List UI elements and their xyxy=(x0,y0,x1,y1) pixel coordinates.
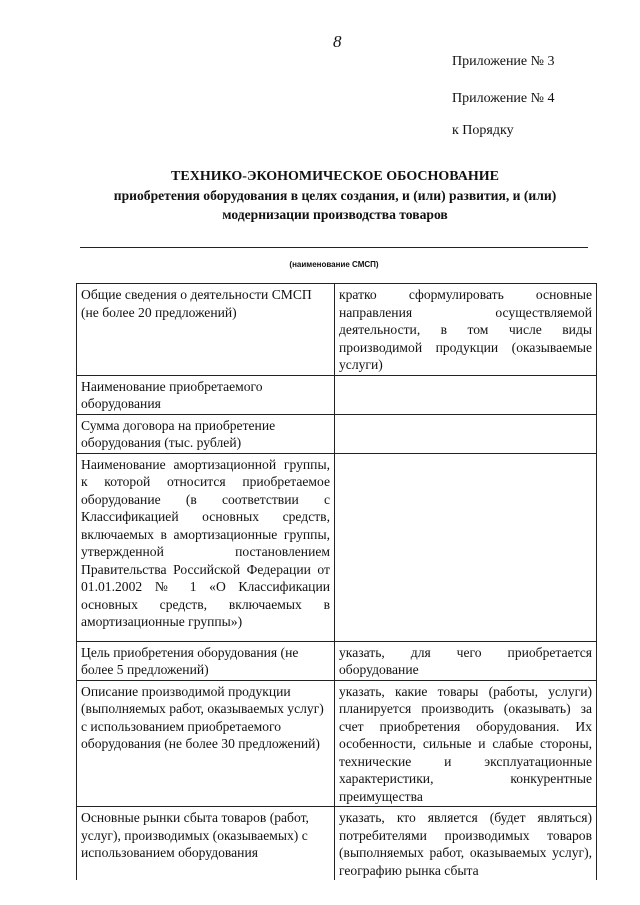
appendix-3-label: Приложение № 3 xyxy=(452,54,555,69)
appendix-4-label: Приложение № 4 xyxy=(452,91,555,106)
page-number: 8 xyxy=(333,32,342,51)
row-value xyxy=(335,453,597,641)
table-row xyxy=(77,807,597,881)
row-label: Описание производимой продукции (выполняемых работ, оказываемых услуг) с использованием приобретаемого оборудования (не более 30 предложений) xyxy=(77,680,335,807)
row-label: Общие сведения о деятельности СМСП (не более 20 предложений) xyxy=(77,284,335,376)
table-row xyxy=(77,680,597,807)
table-row xyxy=(77,375,597,414)
row-label: Основные рынки сбыта товаров (работ, услуг), производимых (оказываемых) с использованием оборудования xyxy=(77,807,335,881)
row-value xyxy=(335,414,597,453)
feasibility-table xyxy=(76,283,597,880)
row-value: указать, кто является (будет являться) потребителями производимых товаров (выполняемых работ, оказываемых услуг), географию рынка сбыта xyxy=(335,807,597,881)
table-row xyxy=(77,453,597,641)
row-value: указать, какие товары (работы, услуги) планируется производить (оказывать) за счет приобретения оборудования. Их особенности, сильные и слабые стороны, технические и эксплуатационные характеристики, конкурентные преимущества xyxy=(335,680,597,807)
table-row xyxy=(77,641,597,680)
document-title xyxy=(80,167,590,224)
row-label: Сумма договора на приобретение оборудования (тыс. рублей) xyxy=(77,414,335,453)
row-label: Наименование приобретаемого оборудования xyxy=(77,375,335,414)
to-order-label: к Порядку xyxy=(452,123,514,138)
smsp-name-line xyxy=(80,247,588,248)
table-row xyxy=(77,284,597,376)
row-value xyxy=(335,375,597,414)
row-label: Цель приобретения оборудования (не более 5 предложений) xyxy=(77,641,335,680)
table-row xyxy=(77,414,597,453)
title-sub-line-2: модернизации производства товаров xyxy=(222,207,448,222)
smsp-caption: (наименование СМСП) xyxy=(289,260,379,269)
row-value: кратко сформулировать основные направления осуществляемой деятельности, в том числе виды производимой продукции (оказываемые услуги) xyxy=(335,284,597,376)
row-label: Наименование амортизационной группы, к которой относится приобретаемое оборудование (в соответствии с Классификацией основных средств, включаемых в амортизационные группы, утвержденной постановлением Правительства Российской Федерации от 01.01.2002 № 1 «О Классификации основных средств, включаемых в амортизационные группы») xyxy=(77,453,335,641)
title-main: ТЕХНИКО-ЭКОНОМИЧЕСКОЕ ОБОСНОВАНИЕ xyxy=(171,169,499,184)
title-sub-line-1: приобретения оборудования в целях создания, и (или) развития, и (или) xyxy=(113,188,557,203)
row-value: указать, для чего приобретается оборудование xyxy=(335,641,597,680)
